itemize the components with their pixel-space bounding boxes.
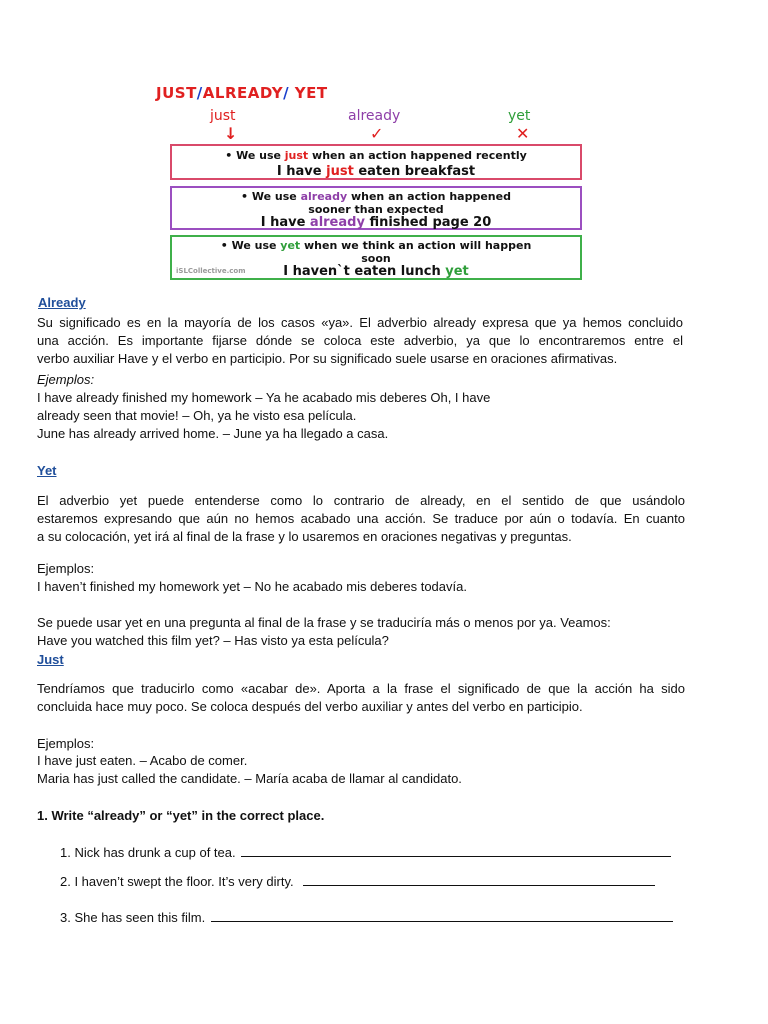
exercise-item-text: 2. I haven’t swept the floor. It’s very dirty. [60, 874, 294, 889]
already-paragraph [37, 314, 683, 368]
question-line: Se puede usar yet en una pregunta al final de la frase y se traduciría más o menos por ya. Veamos: [37, 615, 611, 630]
exercise-title: 1. Write “already” or “yet” in the correct place. [37, 808, 325, 823]
heading-already[interactable]: Already [38, 295, 86, 310]
yet-paragraph [37, 492, 685, 546]
para-line: estaremos expresando que aún no hemos acabado una acción. Se traduce por aún o todavía. En cuanto [37, 511, 685, 526]
question-example: Have you watched this film yet? – Has visto ya esta película? [37, 633, 389, 648]
watermark: iSLCollective.com [176, 267, 246, 275]
figure-title-slash: / [283, 84, 290, 102]
para-line: El adverbio yet puede entenderse como lo contrario de already, en el sentido de que usándolo [37, 493, 685, 508]
para-line: una acción. Es importante fijarse dónde se coloca este adverbio, ya que lo encontraremos entre el [37, 333, 683, 348]
para-line: a su colocación, yet irá al final de la frase y lo usaremos en oraciones negativas y preguntas. [37, 529, 572, 544]
rule-box-yet [170, 235, 582, 280]
example-already: I have already finished page 20 [260, 215, 492, 230]
rule-just: • We use just when an action happened recently [225, 149, 527, 162]
figure-title-already: ALREADY [202, 84, 284, 102]
exercise-item [60, 873, 686, 891]
example-line: I have just eaten. – Acabo de comer. [37, 753, 248, 768]
examples-label-already: Ejemplos: [37, 372, 95, 387]
example-line: I have already finished my homework – Ya he acabado mis deberes Oh, I have [37, 390, 491, 405]
answer-blank[interactable] [303, 873, 655, 886]
para-line: verbo auxiliar Have y el verbo en participio. Por su significado suele usarse en oraciones afirmativas. [37, 351, 618, 366]
example-line: June has already arrived home. – June ya ha llegado a casa. [37, 426, 389, 441]
cross-icon: ✕ [516, 124, 530, 143]
rule-already: • We use already when an action happened [241, 190, 511, 203]
figure-title-just: JUST [156, 84, 197, 102]
heading-yet[interactable]: Yet [37, 463, 57, 478]
exercise-item-text: 1. Nick has drunk a cup of tea. [60, 845, 236, 860]
answer-blank[interactable] [241, 844, 671, 857]
label-yet: yet [508, 108, 531, 124]
examples-label-just: Ejemplos: [37, 736, 95, 751]
examples-label-yet: Ejemplos: [37, 561, 95, 576]
exercise-item [60, 909, 686, 927]
example-just: I have just eaten breakfast [276, 164, 476, 179]
rule-yet: • We use yet when we think an action will happen [220, 239, 532, 252]
rule-yet-line2: soon [361, 252, 391, 265]
rule-box-just [170, 144, 582, 180]
rule-box-already [170, 186, 582, 230]
exercise-item-text: 3. She has seen this film. [60, 910, 206, 925]
example-line: Maria has just called the candidate. – María acaba de llamar al candidato. [37, 771, 462, 786]
figure-title-yet: YET [289, 84, 328, 102]
down-arrow-icon: ↓ [224, 124, 238, 143]
grammar-figure [152, 80, 592, 285]
label-just: just [210, 108, 236, 124]
figure-title-slash: / [196, 84, 203, 102]
example-line: I haven’t finished my homework yet – No he acabado mis deberes todavía. [37, 579, 467, 594]
para-line: Tendríamos que traducirlo como «acabar de». Aporta a la frase el significado de que la acción ha sido [37, 681, 685, 696]
para-line: Su significado es en la mayoría de los casos «ya». El adverbio already expresa que ya hemos concluido [37, 315, 683, 330]
heading-just[interactable]: Just [37, 652, 64, 667]
example-yet: I haven`t eaten lunch yet [283, 264, 469, 279]
label-already: already [348, 108, 401, 124]
rule-already-line2: sooner than expected [308, 203, 444, 216]
figure-title [156, 84, 328, 102]
example-line: already seen that movie! – Oh, ya he visto esa película. [37, 408, 357, 423]
answer-blank[interactable] [211, 909, 673, 922]
para-line: concluida hace muy poco. Se coloca después del verbo auxiliar y antes del verbo en participio. [37, 699, 583, 714]
just-paragraph [37, 680, 685, 716]
checkmark-icon: ✓ [370, 124, 384, 143]
exercise-item [60, 844, 686, 862]
